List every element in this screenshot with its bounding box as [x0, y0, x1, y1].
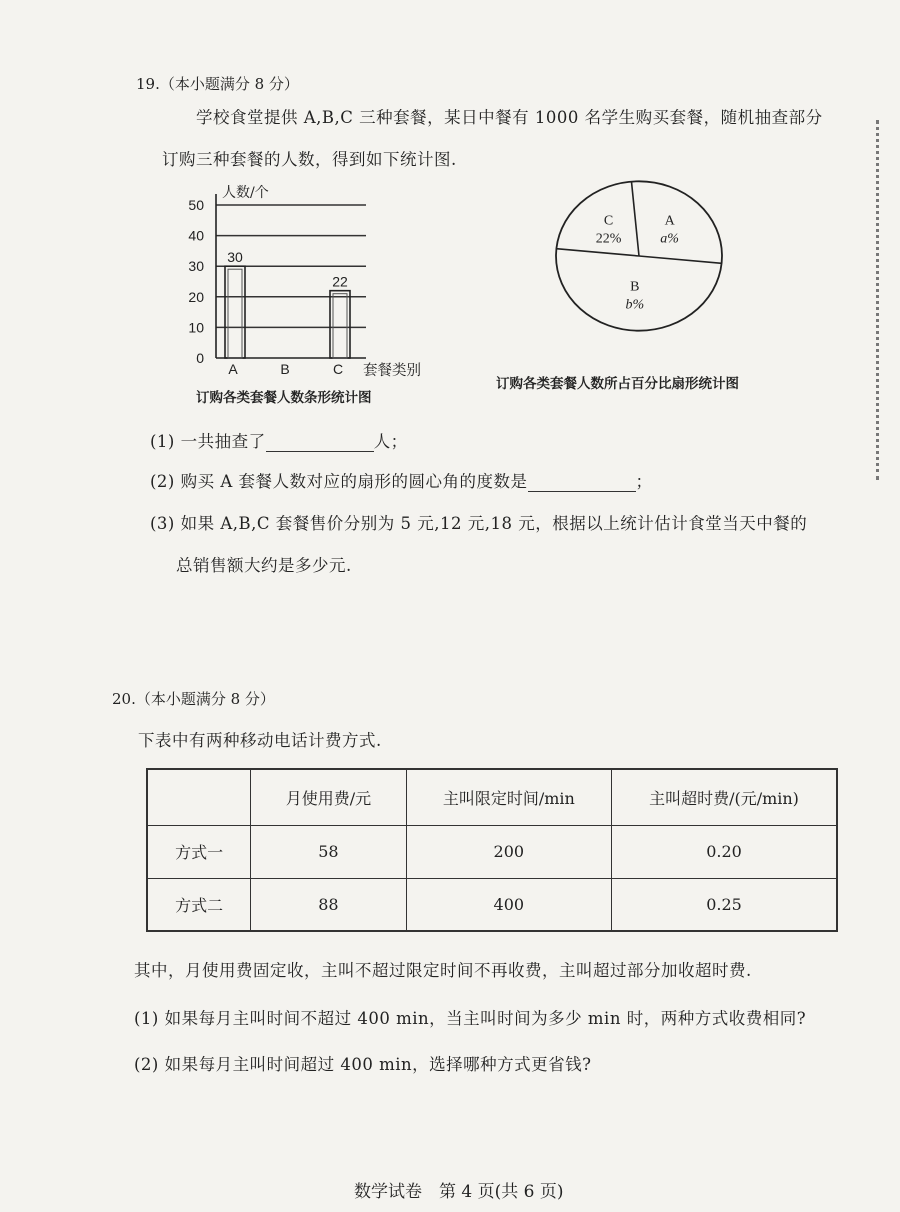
- q19-sub2-end: ；: [635, 472, 653, 491]
- q19-sub1-text: (1) 一共抽查了: [150, 432, 266, 451]
- bar-chart: [150, 176, 440, 381]
- q20-sub1: (1) 如果每月主叫时间不超过 400 min，当主叫时间为多少 min 时，两种方式收费相同?: [134, 1009, 807, 1028]
- bar-A-inner: [228, 269, 242, 358]
- q19-sub3-line1: (3) 如果 A,B,C 套餐售价分别为 5 元,12 元,18 元，根据以上统计估计食堂当天中餐的: [150, 514, 808, 533]
- table-cell: 400: [406, 878, 611, 931]
- bar-data-label: 30: [227, 249, 243, 266]
- q19-paragraph-line1: 学校食堂提供 A,B,C 三种套餐，某日中餐有 1000 名学生购买套餐，随机抽查部分: [196, 108, 823, 127]
- q20-note: 其中，月使用费固定收，主叫不超过限定时间不再收费，主叫超过部分加收超时费.: [134, 961, 752, 980]
- bar-chart-categories: [228, 361, 343, 377]
- table-row: [147, 825, 837, 878]
- table-cell: 方式二: [147, 878, 251, 931]
- q19-sub1-unit: 人；: [373, 432, 408, 451]
- table-header-cell: 主叫限定时间/min: [406, 769, 611, 825]
- q19-sub3-line2: 总销售额大约是多少元.: [176, 556, 352, 575]
- pie-slice-C-label: 22%: [595, 231, 622, 247]
- bar-category-label: B: [280, 361, 290, 377]
- pie-slice-A-edge: [631, 182, 639, 256]
- table-header-row: [147, 769, 837, 825]
- billing-table: [146, 768, 838, 932]
- pie-slice-B-label: b%: [625, 297, 645, 313]
- table-header-cell: [147, 769, 251, 825]
- bar-y-tick-label: 50: [188, 197, 204, 213]
- table-cell: 0.25: [612, 878, 837, 931]
- page-footer: 数学试卷 第 4 页(共 6 页): [354, 1182, 564, 1202]
- bar-y-tick-label: 10: [188, 319, 204, 336]
- pie-slice-C-name: C: [603, 213, 614, 229]
- pie-chart-title: 订购各类套餐人数所占百分比扇形统计图: [496, 376, 739, 392]
- q19-sub2-answer-blank: [528, 473, 636, 492]
- binding-margin-dots: [876, 120, 879, 480]
- bar-category-label: A: [228, 361, 238, 377]
- q20-sub2: (2) 如果每月主叫时间超过 400 min，选择哪种方式更省钱?: [134, 1055, 592, 1074]
- table-row: [147, 878, 837, 931]
- q19-sub2: [150, 468, 653, 492]
- table-header-cell: 主叫超时费/(元/min): [612, 769, 837, 825]
- pie-slice-C-edge: [556, 249, 639, 256]
- pie-chart-labels: [596, 213, 679, 312]
- q19-paragraph-line2: 订购三种套餐的人数，得到如下统计图.: [162, 150, 457, 169]
- q19-sub1-answer-blank: [266, 433, 374, 452]
- pie-slice-B-name: B: [630, 279, 640, 295]
- bar-chart-ylabel: 人数/个: [222, 185, 269, 201]
- bar-chart-title: 订购各类套餐人数条形统计图: [196, 390, 372, 406]
- q20-intro: 下表中有两种移动电话计费方式.: [138, 731, 382, 750]
- table-header-cell: 月使用费/元: [251, 769, 406, 825]
- table-cell: 58: [251, 825, 406, 878]
- bar-category-label: C: [332, 361, 344, 377]
- bar-data-label: 22: [332, 273, 348, 290]
- q19-sub2-text: (2) 购买 A 套餐人数对应的扇形的圆心角的度数是: [150, 472, 528, 491]
- bar-y-tick-label: 20: [188, 288, 204, 305]
- pie-slice-B-edge: [639, 256, 722, 263]
- q19-header: 19.（本小题满分 8 分）: [136, 75, 299, 93]
- bar-chart-xlabel: 套餐类别: [363, 363, 421, 379]
- table-cell: 200: [406, 825, 611, 878]
- bar-C-inner: [333, 294, 347, 358]
- q20-header: 20.（本小题满分 8 分）: [112, 690, 275, 708]
- pie-chart: [550, 180, 740, 340]
- bar-y-tick-label: 40: [188, 227, 204, 244]
- table-cell: 方式一: [147, 825, 251, 878]
- bar-y-tick-label: 30: [188, 258, 204, 275]
- bar-chart-ticks: [188, 197, 204, 366]
- table-cell: 88: [251, 878, 406, 931]
- pie-slice-A-label: a%: [660, 231, 679, 247]
- q19-sub1: [150, 428, 408, 452]
- pie-slice-A-name: A: [664, 213, 675, 229]
- table-cell: 0.20: [612, 825, 837, 878]
- bar-y-tick-label: 0: [196, 350, 204, 366]
